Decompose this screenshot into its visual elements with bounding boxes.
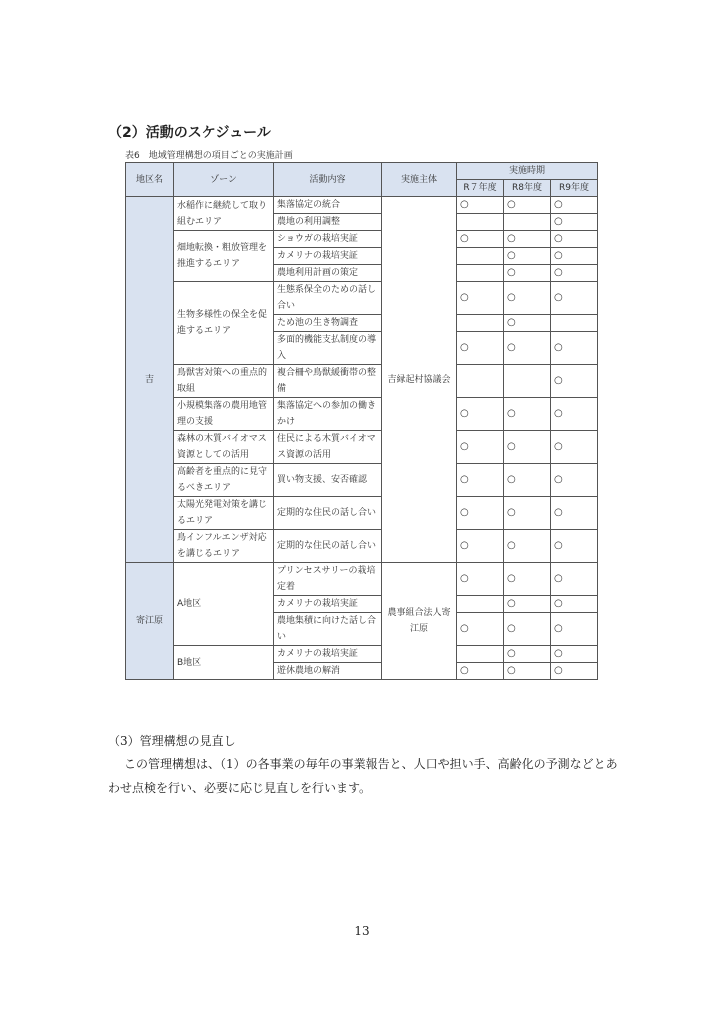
table-row xyxy=(126,282,598,315)
schedule-mark-cell xyxy=(457,214,504,231)
schedule-mark-cell: ○ xyxy=(551,431,598,464)
zone-cell: A地区 xyxy=(174,563,274,646)
header-period: 実施時期 xyxy=(457,163,598,180)
schedule-mark-cell: ○ xyxy=(457,431,504,464)
header-actor: 実施主体 xyxy=(382,163,457,197)
schedule-mark-cell: ○ xyxy=(457,497,504,530)
section-heading-schedule: （2）活動のスケジュール xyxy=(108,125,271,141)
schedule-mark-cell: ○ xyxy=(551,613,598,646)
schedule-mark-cell: ○ xyxy=(551,248,598,265)
schedule-mark-cell: ○ xyxy=(457,663,504,680)
schedule-mark-cell: ○ xyxy=(504,563,551,596)
table-body xyxy=(126,197,598,680)
schedule-mark-cell: ○ xyxy=(457,197,504,214)
zone-cell: B地区 xyxy=(174,646,274,680)
schedule-mark-cell: ○ xyxy=(457,613,504,646)
schedule-mark-cell: ○ xyxy=(504,398,551,431)
page-number: 13 xyxy=(354,924,370,938)
table-row xyxy=(126,497,598,530)
activity-cell: ショウガの栽培実証 xyxy=(274,231,382,248)
review-paragraph: この管理構想は、（1）の各事業の毎年の事業報告と、人口や担い手、高齢化の予測などとあわせ点検を行い、必要に応じ見直しを行います。 xyxy=(108,757,618,795)
table-row xyxy=(126,563,598,596)
section-heading-review: （3）管理構想の見直し xyxy=(108,734,236,748)
schedule-mark-cell: ○ xyxy=(457,563,504,596)
zone-cell: 畑地転換・粗放管理を推進するエリア xyxy=(174,231,274,282)
schedule-mark-cell xyxy=(457,596,504,613)
header-year-r9: R9年度 xyxy=(551,180,598,197)
activity-cell: 集落協定への参加の働きかけ xyxy=(274,398,382,431)
schedule-mark-cell: ○ xyxy=(551,596,598,613)
activity-cell: カメリナの栽培実証 xyxy=(274,248,382,265)
activity-cell: 定期的な住民の話し合い xyxy=(274,497,382,530)
schedule-mark-cell xyxy=(457,315,504,332)
zone-cell: 水稲作に継続して取り組むエリア xyxy=(174,197,274,231)
schedule-mark-cell: ○ xyxy=(457,530,504,563)
table-row xyxy=(126,646,598,663)
schedule-mark-cell: ○ xyxy=(457,332,504,365)
activity-cell: 買い物支援、安否確認 xyxy=(274,464,382,497)
table-row xyxy=(126,398,598,431)
schedule-mark-cell: ○ xyxy=(551,265,598,282)
region-name-cell: 寄江原 xyxy=(126,563,174,680)
schedule-mark-cell: ○ xyxy=(551,646,598,663)
header-region: 地区名 xyxy=(126,163,174,197)
activity-cell: カメリナの栽培実証 xyxy=(274,596,382,613)
schedule-mark-cell xyxy=(457,265,504,282)
schedule-mark-cell: ○ xyxy=(504,596,551,613)
activity-cell: ため池の生き物調査 xyxy=(274,315,382,332)
zone-cell: 森林の木質バイオマス資源としての活用 xyxy=(174,431,274,464)
schedule-mark-cell xyxy=(504,214,551,231)
activity-cell: 住民による木質バイオマス資源の活用 xyxy=(274,431,382,464)
schedule-mark-cell: ○ xyxy=(551,197,598,214)
schedule-mark-cell xyxy=(457,248,504,265)
zone-cell: 太陽光発電対策を講じるエリア xyxy=(174,497,274,530)
table-row xyxy=(126,464,598,497)
schedule-mark-cell: ○ xyxy=(551,530,598,563)
schedule-mark-cell: ○ xyxy=(504,197,551,214)
schedule-mark-cell: ○ xyxy=(504,315,551,332)
activity-cell: 農地の利用調整 xyxy=(274,214,382,231)
table-row xyxy=(126,197,598,214)
region-name-cell: 吉 xyxy=(126,197,174,563)
table-row xyxy=(126,365,598,398)
activity-cell: 多面的機能支払制度の導入 xyxy=(274,332,382,365)
activity-cell: 農地集積に向けた話し合い xyxy=(274,613,382,646)
schedule-mark-cell: ○ xyxy=(504,282,551,315)
schedule-mark-cell: ○ xyxy=(551,332,598,365)
zone-cell: 生物多様性の保全を促進するエリア xyxy=(174,282,274,365)
zone-cell: 高齢者を重点的に見守るべきエリア xyxy=(174,464,274,497)
activity-cell: 遊休農地の解消 xyxy=(274,663,382,680)
schedule-mark-cell: ○ xyxy=(551,398,598,431)
schedule-mark-cell: ○ xyxy=(504,431,551,464)
activity-cell: 複合柵や鳥獣緩衝帯の整備 xyxy=(274,365,382,398)
schedule-mark-cell: ○ xyxy=(504,530,551,563)
schedule-mark-cell: ○ xyxy=(504,613,551,646)
schedule-mark-cell: ○ xyxy=(504,265,551,282)
zone-cell: 鳥インフルエンザ対応を講じるエリア xyxy=(174,530,274,563)
actor-cell: 吉縁起村協議会 xyxy=(382,197,457,563)
activity-cell: 集落協定の統合 xyxy=(274,197,382,214)
schedule-mark-cell: ○ xyxy=(551,563,598,596)
schedule-mark-cell: ○ xyxy=(504,332,551,365)
table-row xyxy=(126,231,598,248)
schedule-mark-cell: ○ xyxy=(504,248,551,265)
schedule-mark-cell: ○ xyxy=(551,464,598,497)
schedule-mark-cell: ○ xyxy=(457,231,504,248)
schedule-mark-cell: ○ xyxy=(504,646,551,663)
schedule-mark-cell: ○ xyxy=(504,497,551,530)
activity-cell: 定期的な住民の話し合い xyxy=(274,530,382,563)
table-row xyxy=(126,530,598,563)
actor-cell: 農事組合法人寄江原 xyxy=(382,563,457,680)
schedule-mark-cell: ○ xyxy=(551,663,598,680)
implementation-plan-table xyxy=(125,162,598,680)
schedule-mark-cell: ○ xyxy=(551,282,598,315)
schedule-mark-cell: ○ xyxy=(551,231,598,248)
header-activity: 活動内容 xyxy=(274,163,382,197)
activity-cell: カメリナの栽培実証 xyxy=(274,646,382,663)
zone-cell: 鳥獣害対策への重点的取組 xyxy=(174,365,274,398)
header-year-r8: R8年度 xyxy=(504,180,551,197)
schedule-mark-cell: ○ xyxy=(504,231,551,248)
activity-cell: 生態系保全のための話し合い xyxy=(274,282,382,315)
header-year-r7: R７年度 xyxy=(457,180,504,197)
table-row xyxy=(126,431,598,464)
activity-cell: 農地利用計画の策定 xyxy=(274,265,382,282)
schedule-mark-cell: ○ xyxy=(551,365,598,398)
table-caption: 表6 地域管理構想の項目ごとの実施計画 xyxy=(125,151,293,161)
schedule-mark-cell: ○ xyxy=(551,214,598,231)
schedule-mark-cell: ○ xyxy=(504,464,551,497)
schedule-mark-cell xyxy=(504,365,551,398)
schedule-mark-cell xyxy=(457,365,504,398)
schedule-mark-cell xyxy=(457,646,504,663)
header-zone: ゾーン xyxy=(174,163,274,197)
schedule-mark-cell: ○ xyxy=(457,464,504,497)
schedule-mark-cell: ○ xyxy=(504,663,551,680)
schedule-mark-cell: ○ xyxy=(457,282,504,315)
zone-cell: 小規模集落の農用地管理の支援 xyxy=(174,398,274,431)
schedule-mark-cell xyxy=(551,315,598,332)
schedule-mark-cell: ○ xyxy=(551,497,598,530)
schedule-mark-cell: ○ xyxy=(457,398,504,431)
activity-cell: プリンセスサリーの栽培定着 xyxy=(274,563,382,596)
